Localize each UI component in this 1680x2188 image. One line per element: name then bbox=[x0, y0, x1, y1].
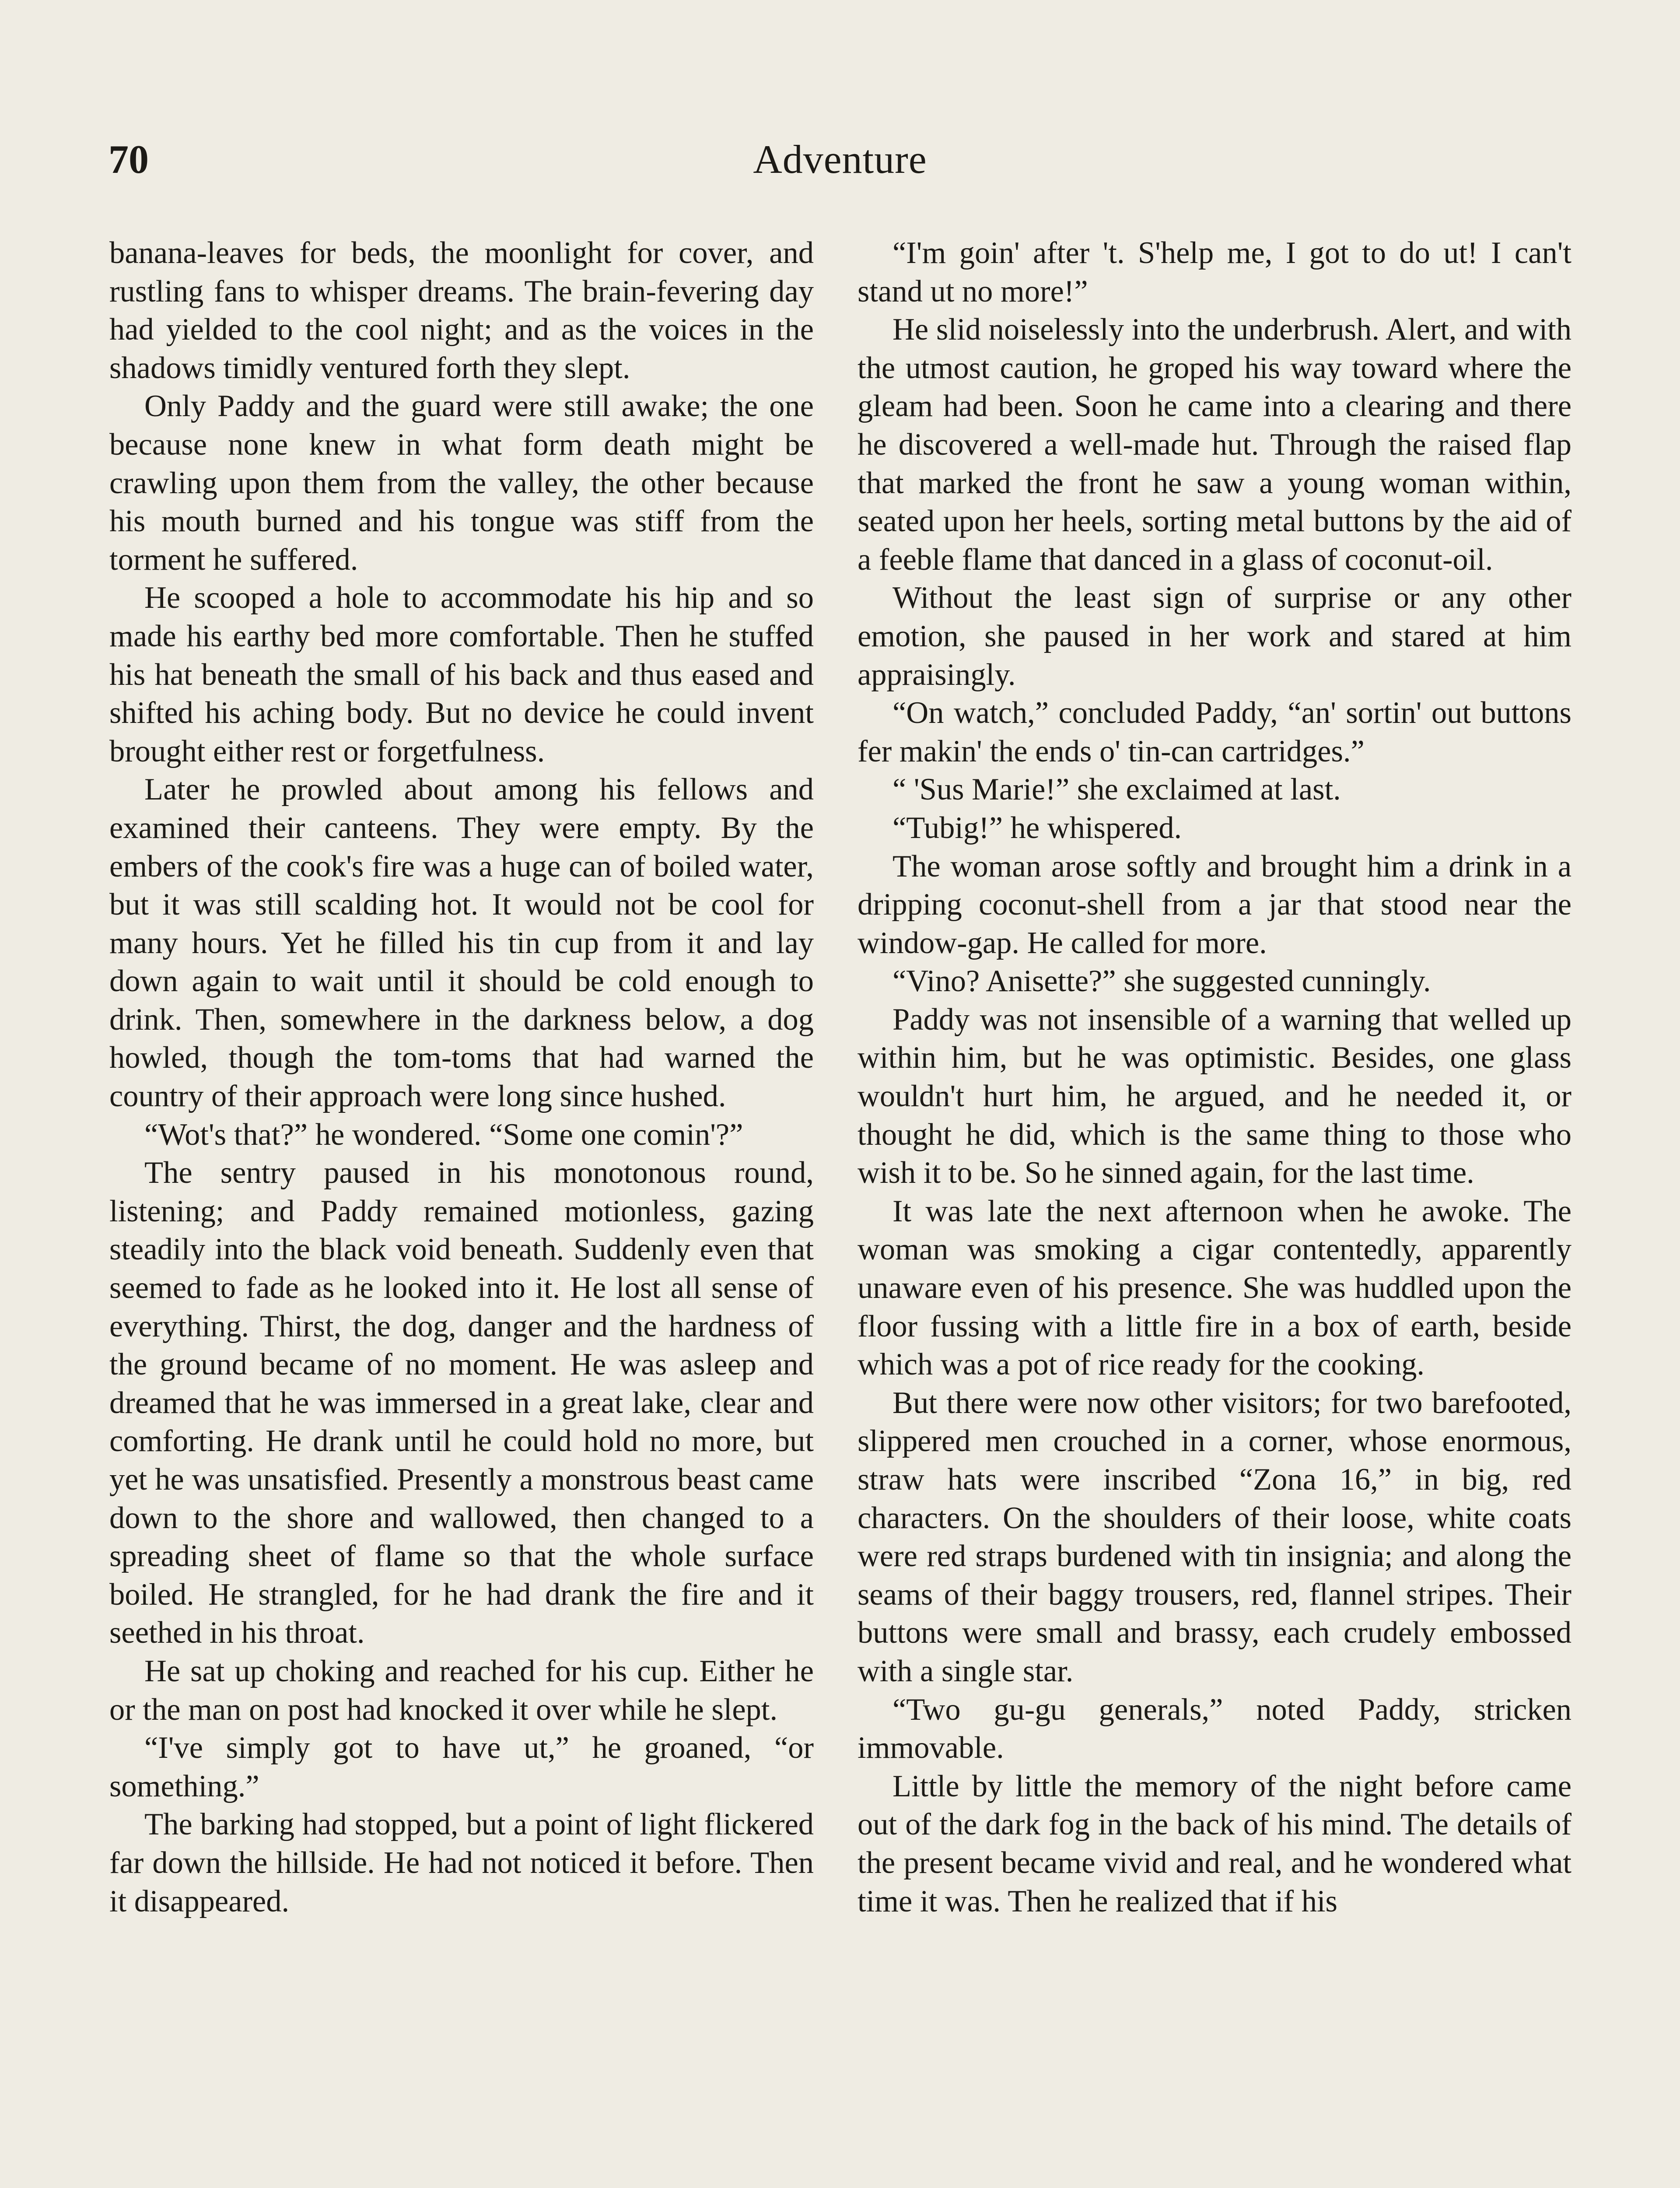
paragraph: “On watch,” concluded Paddy, “an' sortin' out buttons fer makin' the ends o' tin-can cartridges.” bbox=[858, 696, 1572, 768]
paragraph: “ 'Sus Marie!” she exclaimed at last. bbox=[892, 772, 1341, 807]
paragraph: He scooped a hole to accommodate his hip and so made his earthy bed more comfortable. Then he stuffed his hat beneath the small of his back and thus eased and shifted his aching body. But no device he could invent brought either rest or forgetfulness. bbox=[109, 581, 814, 768]
running-head-title: Adventure bbox=[753, 137, 927, 182]
paragraph: He sat up choking and reached for his cup. Either he or the man on post had knocked it over while he slept. bbox=[109, 1654, 814, 1727]
left-text-column bbox=[109, 234, 814, 1921]
paragraph: “I'm goin' after 't. S'help me, I got to do ut! I can't stand ut no more!” bbox=[858, 236, 1572, 309]
right-text-column bbox=[858, 234, 1572, 1921]
paragraph: He slid noiselessly into the underbrush. Alert, and with the utmost caution, he groped his way toward where the gleam had been. Soon he came into a clearing and there he discovered a well-made hut. Through the raised flap that marked the front he saw a young woman within, seated upon her heels, sorting metal buttons by the aid of a feeble flame that danced in a glass of coconut-oil. bbox=[858, 312, 1572, 577]
paragraph: “I've simply got to have ut,” he groaned, “or something.” bbox=[109, 1731, 814, 1803]
paragraph: “Two gu-gu generals,” noted Paddy, stricken immovable. bbox=[858, 1692, 1572, 1765]
paragraph: “Vino? Anisette?” she suggested cunningly. bbox=[892, 964, 1431, 999]
paragraph: Paddy was not insensible of a warning that welled up within him, but he was optimistic. Besides, one glass wouldn't hurt him, he argued, and he needed it, or thought he did, which is the same thing to those who wish it to be. So he sinned again, for the last time. bbox=[858, 1002, 1572, 1190]
paragraph: Only Paddy and the guard were still awake; the one because none knew in what form death might be crawling upon them from the valley, the other because his mouth burned and his tongue was stiff from the torment he suffered. bbox=[109, 389, 814, 577]
paragraph: The sentry paused in his monotonous round, listening; and Paddy remained motionless, gazing steadily into the black void beneath. Suddenly even that seemed to fade as he looked into it. He lost all sense of everything. Thirst, the dog, danger and the hardness of the ground became of no moment. He was asleep and dreamed that he was immersed in a great lake, clear and comforting. He drank until he could hold no more, but yet he was unsatisfied. Presently a monstrous beast came down to the shore and wallowed, then changed to a spreading sheet of flame so that the whole surface boiled. He strangled, for he had drank the fire and it seethed in his throat. bbox=[109, 1156, 814, 1650]
paragraph: It was late the next afternoon when he awoke. The woman was smoking a cigar contentedly, apparently unaware even of his presence. She was huddled upon the floor fussing with a little fire in a box of earth, beside which was a pot of rice ready for the cooking. bbox=[858, 1194, 1572, 1382]
paragraph: “Tubig!” he whispered. bbox=[892, 810, 1182, 845]
paragraph: But there were now other visitors; for two barefooted, slippered men crouched in a corner, whose enormous, straw hats were inscribed “Zona 16,” in big, red characters. On the shoulders of their loose, white coats were red straps burdened with tin insignia; and along the seams of their baggy trousers, red, flannel stripes. Their buttons were small and brassy, each crudely embossed with a single star. bbox=[858, 1385, 1572, 1688]
paragraph: banana-leaves for beds, the moonlight for cover, and rustling fans to whisper dreams. The brain-fevering day had yielded to the cool night; and as the voices in the shadows timidly ventured forth they slept. bbox=[109, 236, 814, 385]
page-number: 70 bbox=[108, 137, 149, 182]
paragraph: Little by little the memory of the night before came out of the dark fog in the back of his mind. The details of the present became vivid and real, and he wondered what time it was. Then he realized that if his bbox=[858, 1769, 1572, 1918]
paragraph: The barking had stopped, but a point of light flickered far down the hillside. He had not noticed it before. Then it disappeared. bbox=[109, 1807, 814, 1918]
paragraph: Later he prowled about among his fellows and examined their canteens. They were empty. By the embers of the cook's fire was a huge can of boiled water, but it was still scalding hot. It would not be cool for many hours. Yet he filled his tin cup from it and lay down again to wait until it should be cold enough to drink. Then, somewhere in the darkness below, a dog howled, though the tom-toms that had warned the country of their approach were long since hushed. bbox=[109, 772, 814, 1114]
paragraph: Without the least sign of surprise or any other emotion, she paused in her work and stared at him appraisingly. bbox=[858, 581, 1572, 692]
paragraph: The woman arose softly and brought him a drink in a dripping coconut-shell from a jar that stood near the window-gap. He called for more. bbox=[858, 849, 1572, 960]
paragraph: “Wot's that?” he wondered. “Some one comin'?” bbox=[144, 1117, 743, 1152]
